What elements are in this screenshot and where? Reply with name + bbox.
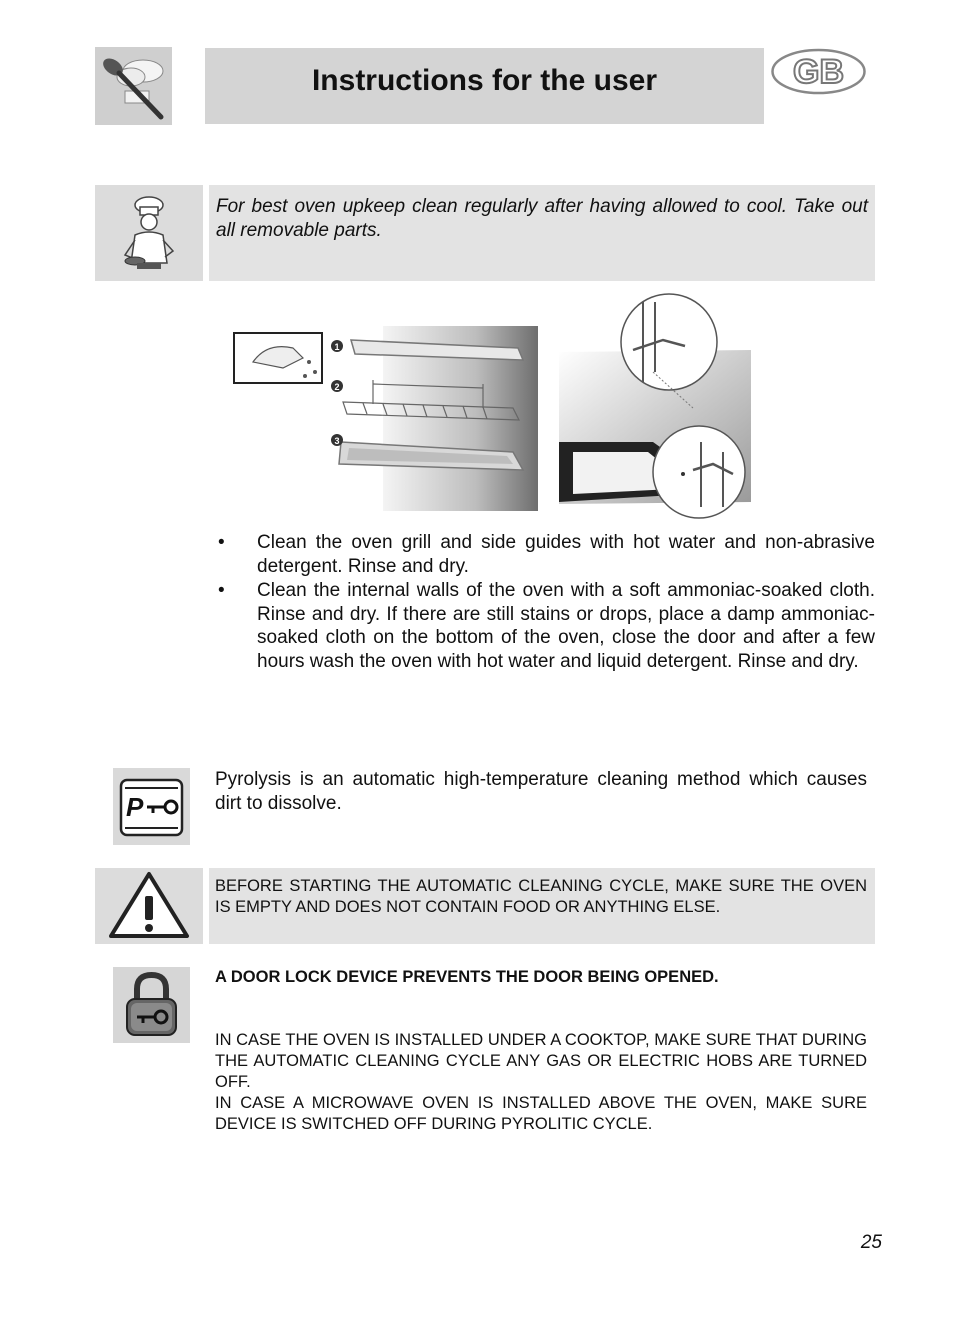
pyrolysis-key-icon xyxy=(113,768,190,845)
padlock-icon-box xyxy=(113,967,190,1043)
header-bar xyxy=(205,48,764,124)
warning-triangle-icon xyxy=(95,868,203,944)
padlock-icon xyxy=(113,967,190,1043)
warning-icon-box xyxy=(95,868,203,944)
country-badge-label: GB xyxy=(793,53,844,91)
chef-icon xyxy=(95,185,203,281)
chef-icon-box xyxy=(95,185,203,281)
intro-text: For best oven upkeep clean regularly after having allowed to cool. Take out all removable parts. xyxy=(216,196,868,241)
installation-notes xyxy=(215,1030,867,1135)
door-lock-text: A DOOR LOCK DEVICE PREVENTS THE DOOR BEING OPENED. xyxy=(215,968,719,986)
bullet-glyph: • xyxy=(218,532,225,553)
pyrolysis-text: Pyrolysis is an automatic high-temperature cleaning method which causes dirt to dissolve. xyxy=(215,769,867,814)
header-logo xyxy=(95,47,172,125)
page-title: Instructions for the user xyxy=(311,64,658,97)
warning-text: BEFORE STARTING THE AUTOMATIC CLEANING CYCLE, MAKE SURE THE OVEN IS EMPTY AND DOES NOT CONTAIN FOOD OR ANYTHING ELSE. xyxy=(215,877,867,916)
callout-markers xyxy=(331,340,343,446)
note-microwave: IN CASE A MICROWAVE OVEN IS INSTALLED ABOVE THE OVEN, MAKE SURE DEVICE IS SWITCHED OFF DURING PYROLITIC CYCLE. xyxy=(215,1094,867,1133)
callout-3: 3 xyxy=(334,436,340,446)
cleaning-instructions xyxy=(215,531,875,674)
chef-spoon-icon xyxy=(95,47,172,125)
bullet-glyph: • xyxy=(218,580,225,601)
page-number: 25 xyxy=(860,1232,882,1253)
callout-1: 1 xyxy=(334,342,340,352)
pyrolysis-icon-box xyxy=(113,768,190,845)
oven-cleaning-illustration xyxy=(223,292,763,524)
country-badge xyxy=(770,48,867,95)
list-item: • Clean the oven grill and side guides with hot water and non-abrasive detergent. Rinse and dry. xyxy=(218,532,875,577)
pyrolysis-icon-letter: P xyxy=(126,792,144,822)
note-cooktop: IN CASE THE OVEN IS INSTALLED UNDER A COOKTOP, MAKE SURE THAT DURING THE AUTOMATIC CLEANING CYCLE ANY GAS OR ELECTRIC HOBS ARE TURNED OFF. xyxy=(215,1031,867,1091)
list-item: • Clean the internal walls of the oven with a soft ammoniac-soaked cloth. Rinse and dry. If there are still stains or drops, place a damp ammoniac-soaked cloth on the bottom of the oven, close the door and after a few hours wash the oven with hot water and liquid detergent. Rinse and dry. xyxy=(218,580,875,672)
callout-2: 2 xyxy=(334,382,340,392)
